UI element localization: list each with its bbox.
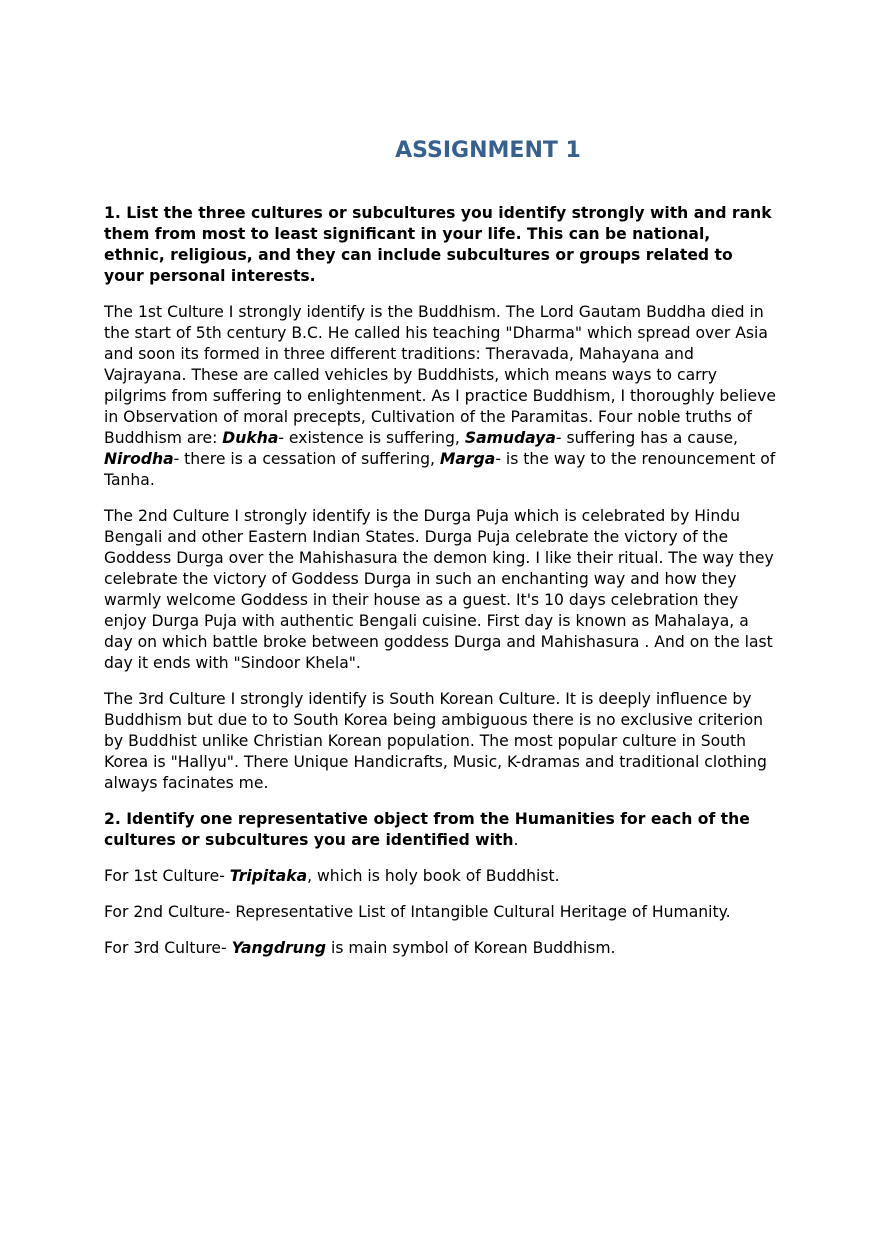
question-2 bbox=[104, 809, 776, 851]
culture-2-paragraph: The 2nd Culture I strongly identify is the Durga Puja which is celebrated by Hindu Bengali and other Eastern Indian States. Durga Puja celebrate the victory of the Goddess Durga over the Mahishasura the demon king. I like their ritual. The way they celebrate the victory of Goddess Durga in such an enchanting way and how they warmly welcome Goddess in their house as a guest. It's 10 days celebration they enjoy Durga Puja with authentic Bengali cuisine. First day is known as Mahalaya, a day on which battle broke between goddess Durga and Mahishasura . And on the last day it ends with "Sindoor Khela". bbox=[104, 507, 774, 672]
answer-3 bbox=[104, 938, 776, 959]
term-tripitaka: Tripitaka bbox=[229, 867, 308, 885]
culture-1-text-1: - existence is suffering, bbox=[278, 429, 465, 447]
answer-2: For 2nd Culture- Representative List of Intangible Cultural Heritage of Humanity. bbox=[104, 903, 731, 921]
question-1: 1. List the three cultures or subcultures you identify strongly with and rank them from most to least significant in your life. This can be national, ethnic, religious, and they can include subcultures or groups related to your personal interests. bbox=[104, 204, 772, 285]
culture-1-text-4: - is the way to the renouncement of Tanha. bbox=[104, 450, 776, 489]
culture-1-text-3: - there is a cessation of suffering, bbox=[173, 450, 440, 468]
term-dukha: Dukha bbox=[222, 429, 279, 447]
answer-1 bbox=[104, 866, 776, 887]
term-marga: Marga bbox=[439, 450, 496, 468]
term-nirodha: Nirodha bbox=[104, 450, 174, 468]
culture-1-paragraph bbox=[104, 302, 776, 491]
culture-1-text-2: - suffering has a cause, bbox=[555, 429, 738, 447]
culture-1-intro: The 1st Culture I strongly identify is the Buddhism. The Lord Gautam Buddha died in the start of 5th century B.C. He called his teaching "Dharma" which spread over Asia and soon its formed in three different traditions: Theravada, Mahayana and Vajrayana. These are called vehicles by Buddhists, which means ways to carry pilgrims from suffering to enlightenment. As I practice Buddhism, I thoroughly believe in Observation of moral precepts, Cultivation of the Paramitas. Four noble truths of Buddhism are: bbox=[104, 303, 776, 447]
document-body bbox=[104, 203, 776, 974]
answer-3-prefix: For 3rd Culture- bbox=[104, 939, 232, 957]
question-2-period: . bbox=[513, 831, 519, 849]
term-samudaya: Samudaya bbox=[464, 429, 556, 447]
culture-3-paragraph: The 3rd Culture I strongly identify is South Korean Culture. It is deeply influence by Buddhism but due to to South Korea being ambiguous there is no exclusive criterion by Buddhist unlike Christian Korean population. The most popular culture in South Korea is "Hallyu". There Unique Handicrafts, Music, K-dramas and traditional clothing always facinates me. bbox=[104, 690, 767, 792]
page-title: ASSIGNMENT 1 bbox=[395, 138, 581, 163]
answer-3-suffix: is main symbol of Korean Buddhism. bbox=[326, 939, 616, 957]
term-yangdrung: Yangdrung bbox=[231, 939, 327, 957]
answer-1-suffix: , which is holy book of Buddhist. bbox=[307, 867, 560, 885]
question-2-text: 2. Identify one representative object from the Humanities for each of the cultures or subcultures you are identified with bbox=[104, 810, 750, 849]
answer-1-prefix: For 1st Culture- bbox=[104, 867, 230, 885]
